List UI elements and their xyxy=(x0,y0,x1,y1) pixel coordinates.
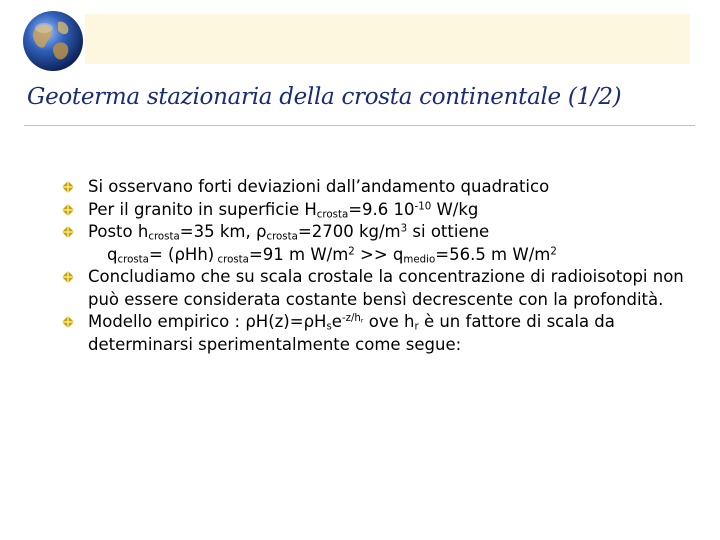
bullet-text: Concludiamo che su scala crostale la concentrazione di radioisotopi non può essere considerata costante bensì decrescente con la profondità. xyxy=(88,267,684,309)
bullet-diamond-icon xyxy=(62,316,74,328)
globe-icon xyxy=(22,10,84,72)
bullet-item xyxy=(62,221,702,244)
bullet-diamond-icon xyxy=(62,204,74,216)
formula-line: $q_{crosta}= (\rho Hh)$ $_{crosta}$=91 m $W/m^2 >> q_{medio}=56.5$ m $W/m^2$ xyxy=(107,244,557,266)
bullet-diamond-icon xyxy=(62,226,74,238)
bullet-item xyxy=(62,311,702,356)
title-divider xyxy=(24,125,695,126)
slide-title: Geoterma stazionaria della crosta continentale (1/2) xyxy=(27,84,622,110)
bullet-item xyxy=(62,176,702,199)
bullet-item xyxy=(62,266,702,311)
bullet-diamond-icon xyxy=(62,271,74,283)
bullet-list xyxy=(62,176,702,356)
bullet-text: Modello empirico : $\rho H(z)=\rho H_se^{-z/h_r}$ ove $h_r$ è un fattore di scala da determinarsi sperimentalmente come segue: xyxy=(88,312,615,354)
header-bar xyxy=(85,14,690,64)
bullet-text: Si osservano forti deviazioni dall’andamento quadratico xyxy=(88,177,550,196)
bullet-item xyxy=(62,199,702,222)
bullet-diamond-icon xyxy=(62,181,74,193)
bullet-text: Posto $h_{crosta}=35$ km, $\rho_{crosta}=2700$ $kg/m^3$ si ottiene xyxy=(88,222,490,243)
bullet-text: Per il granito in superficie $H_{crosta}=9.6$ $10^{-10}$ W/kg xyxy=(88,199,479,221)
